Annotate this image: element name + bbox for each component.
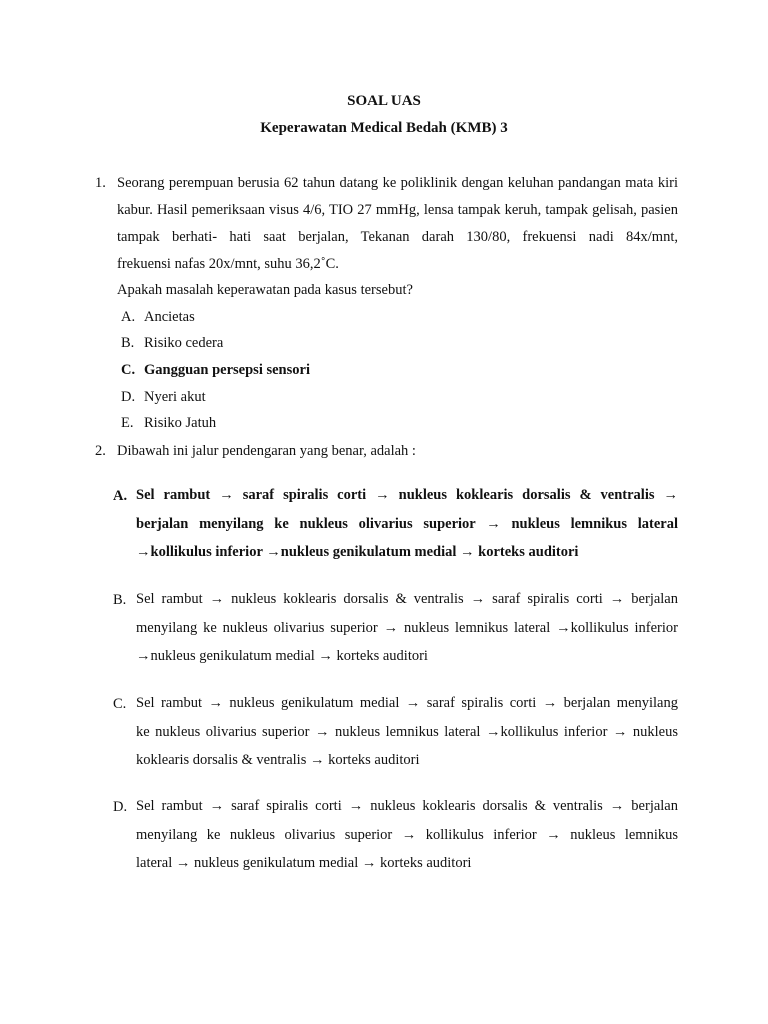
question-1-number: 1. bbox=[95, 175, 106, 191]
question-2-number: 2. bbox=[95, 443, 106, 459]
option-letter: D. bbox=[121, 389, 136, 405]
option-letter-correct: A. bbox=[113, 488, 128, 504]
option-text-correct: Gangguan persepsi sensori bbox=[144, 362, 310, 378]
option-line: menyilang ke nukleus olivarius superior → kollikulus inferior → nukleus lemnikus bbox=[136, 826, 678, 843]
question-1-line: pasien tampak berhati- hati saat berjalan, Tekanan darah 130/80, frekuensi nadi 84x/mnt, bbox=[117, 202, 678, 245]
option-text bbox=[136, 792, 678, 878]
option-line: koklearis dorsalis & ventralis → korteks auditori bbox=[136, 752, 420, 768]
option-text: Risiko cedera bbox=[144, 335, 224, 351]
question-2-text: Dibawah ini jalur pendengaran yang benar, adalah : bbox=[117, 443, 416, 459]
question-1-line: frekuensi nafas 20x/mnt, suhu 36,2˚C. bbox=[117, 256, 339, 272]
option-text: Nyeri akut bbox=[144, 389, 206, 405]
document-subtitle: Keperawatan Medical Bedah (KMB) 3 bbox=[260, 120, 508, 136]
option-letter: E. bbox=[121, 415, 134, 431]
option-text bbox=[136, 585, 678, 671]
option-line: ke nukleus olivarius superior → nukleus lemnikus lateral →kollikulus inferior → nukleus bbox=[136, 723, 678, 740]
option-text: Ancietas bbox=[144, 309, 195, 325]
option-text-correct bbox=[136, 481, 678, 567]
option-text bbox=[136, 689, 678, 775]
question-1-prompt: Apakah masalah keperawatan pada kasus tersebut? bbox=[117, 282, 413, 298]
option-letter: C. bbox=[113, 696, 127, 712]
option-line: menyilang ke nukleus olivarius superior → nukleus lemnikus lateral →kollikulus inferior bbox=[136, 619, 678, 636]
option-letter: B. bbox=[113, 592, 127, 608]
option-letter: A. bbox=[121, 309, 136, 325]
question-1-line: kiri kabur. Hasil pemeriksaan visus 4/6, TIO 27 mmHg, lensa tampak keruh, tampak gelisah, bbox=[117, 175, 678, 218]
option-line: →kollikulus inferior →nukleus genikulatum medial → korteks auditori bbox=[136, 544, 579, 560]
option-line: lateral → nukleus genikulatum medial → korteks auditori bbox=[136, 855, 472, 871]
option-letter: D. bbox=[113, 799, 128, 815]
option-letter-correct: C. bbox=[121, 362, 136, 378]
option-line: Sel rambut → nukleus genikulatum medial → saraf spiralis corti → berjalan menyilang bbox=[136, 695, 678, 711]
option-line: →nukleus genikulatum medial → korteks auditori bbox=[136, 648, 428, 664]
option-letter: B. bbox=[121, 335, 135, 351]
document-title: SOAL UAS bbox=[347, 93, 421, 109]
question-1-text bbox=[117, 170, 678, 278]
option-line: Sel rambut → saraf spiralis corti → nukleus koklearis dorsalis & ventralis → berjalan bbox=[136, 798, 678, 814]
option-text: Risiko Jatuh bbox=[144, 415, 217, 431]
option-line: berjalan menyilang ke nukleus olivarius superior → nukleus lemnikus lateral bbox=[136, 515, 678, 532]
question-1-line: Seorang perempuan berusia 62 tahun datang ke poliklinik dengan keluhan pandangan mata bbox=[117, 175, 654, 191]
option-line: Sel rambut → nukleus koklearis dorsalis & ventralis → saraf spiralis corti → berjalan bbox=[136, 591, 678, 607]
option-line: Sel rambut → saraf spiralis corti → nukleus koklearis dorsalis & ventralis → bbox=[136, 487, 678, 503]
